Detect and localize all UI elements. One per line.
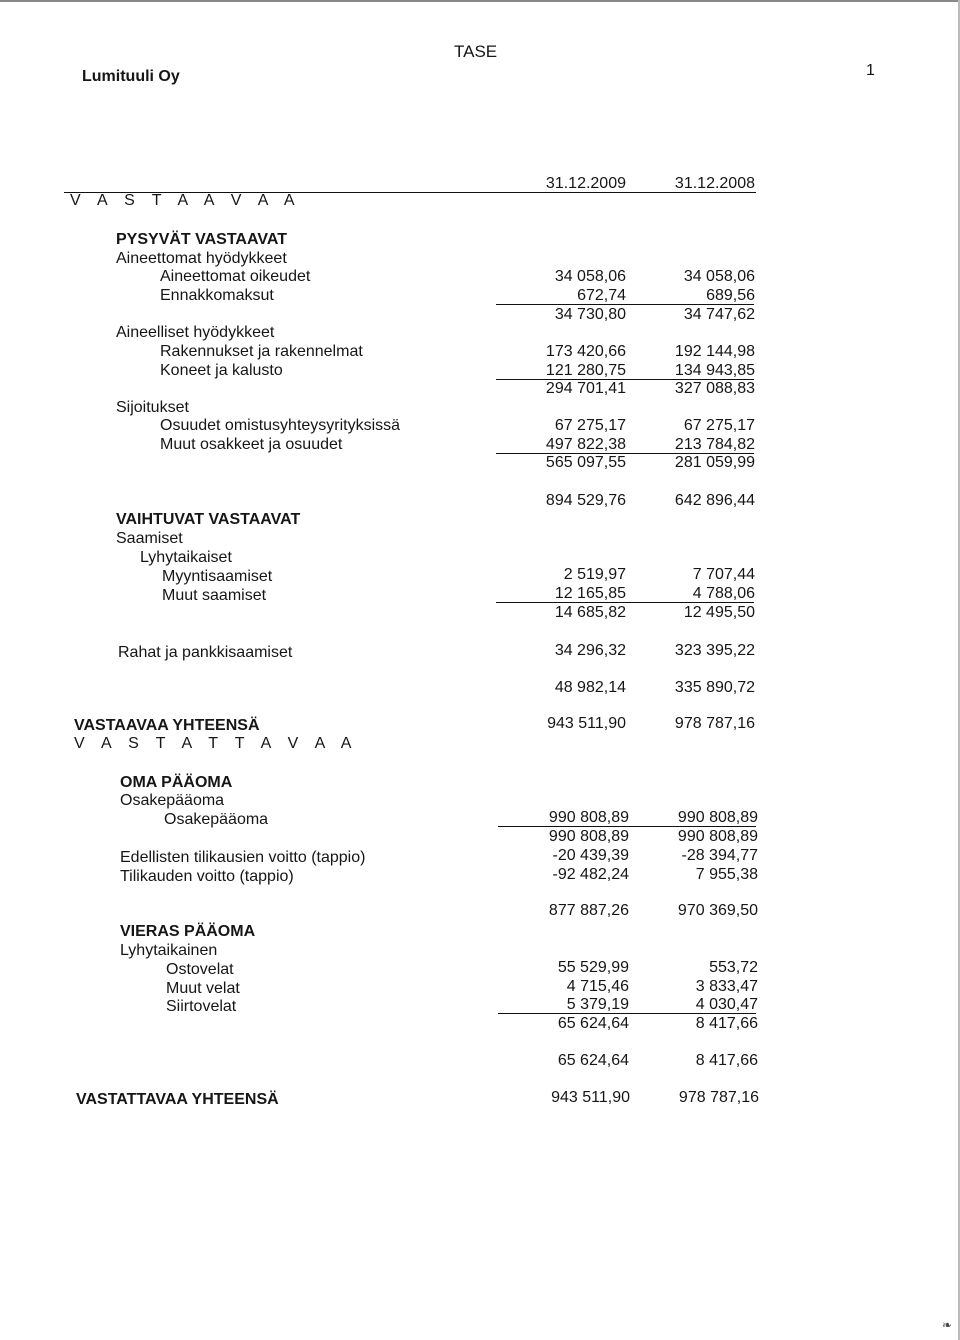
cash-label: Rahat ja pankkisaamiset <box>118 644 293 661</box>
row-label: Osuudet omistusyhteysyrityksissä <box>160 417 401 434</box>
fixed-total-2009: 894 529,76 <box>545 492 626 509</box>
value-2009: 173 420,66 <box>545 343 626 360</box>
value-2008: -28 394,77 <box>681 847 758 864</box>
value-2008: 213 784,82 <box>674 436 755 453</box>
fixed-assets-heading: PYSYVÄT VASTAAVAT <box>116 231 287 248</box>
row-label: Aineettomat oikeudet <box>160 268 311 285</box>
value-2009: 55 529,99 <box>557 959 629 976</box>
subtotal-2009: 65 624,64 <box>557 1015 629 1032</box>
share-capital-label: Osakepääoma <box>120 792 225 809</box>
value-2009: -20 439,39 <box>552 847 629 864</box>
equity-heading: OMA PÄÄOMA <box>120 774 233 791</box>
subtotal-2008: 12 495,50 <box>683 604 755 621</box>
assets-total-2009: 943 511,90 <box>547 715 626 732</box>
receivables-label: Saamiset <box>116 530 183 547</box>
subtotal-2009: 565 097,55 <box>545 454 626 471</box>
value-2008: 4 030,47 <box>695 996 758 1013</box>
value-2009: 497 822,38 <box>545 436 626 453</box>
assets-total-2008: 978 787,16 <box>674 715 755 732</box>
current-total-2008: 335 890,72 <box>674 679 755 696</box>
value-2009: -92 482,24 <box>552 866 629 883</box>
row-label: Edellisten tilikausien voitto (tappio) <box>120 849 366 866</box>
row-label: Ennakkomaksut <box>160 287 274 304</box>
column-header-2008: 31.12.2008 <box>674 175 755 192</box>
company-name: Lumituuli Oy <box>82 68 180 85</box>
value-2008: 4 788,06 <box>692 585 755 602</box>
subtotal-2009: 990 808,89 <box>548 828 629 845</box>
assets-heading: V A S T A A V A A <box>70 192 301 209</box>
debt-total-2009: 65 624,64 <box>557 1052 629 1069</box>
document-title: TASE <box>454 42 498 61</box>
short-term-debt-label: Lyhytaikainen <box>120 942 218 959</box>
tangible-label: Aineelliset hyödykkeet <box>116 324 275 341</box>
value-2008: 990 808,89 <box>677 809 758 826</box>
investments-label: Sijoitukset <box>116 399 189 416</box>
value-2008: 7 955,38 <box>695 866 758 883</box>
liabilities-total-2008: 978 787,16 <box>678 1089 759 1106</box>
equity-total-2008: 970 369,50 <box>677 902 758 919</box>
subtotal-2008: 327 088,83 <box>674 380 755 397</box>
value-2008: 34 058,06 <box>683 268 755 285</box>
row-label: Rakennukset ja rakennelmat <box>160 343 363 360</box>
page-number: 1 <box>866 62 875 79</box>
current-assets-heading: VAIHTUVAT VASTAAVAT <box>116 511 301 528</box>
fixed-total-2008: 642 896,44 <box>674 492 755 509</box>
subtotal-2009: 294 701,41 <box>545 380 626 397</box>
liabilities-total-2009: 943 511,90 <box>551 1089 630 1106</box>
value-2008: 7 707,44 <box>692 566 755 583</box>
short-term-label: Lyhytaikaiset <box>140 549 232 566</box>
value-2009: 34 058,06 <box>554 268 626 285</box>
value-2008: 689,56 <box>706 287 755 304</box>
value-2009: 12 165,85 <box>554 585 626 602</box>
cash-2009: 34 296,32 <box>554 642 626 659</box>
row-label: Muut osakkeet ja osuudet <box>160 436 343 453</box>
cash-2008: 323 395,22 <box>674 642 755 659</box>
value-2008: 3 833,47 <box>695 978 758 995</box>
row-label: Myyntisaamiset <box>162 568 273 585</box>
scan-top-edge <box>0 0 960 2</box>
value-2009: 121 280,75 <box>545 362 626 379</box>
current-total-2009: 48 982,14 <box>554 679 626 696</box>
value-2009: 5 379,19 <box>566 996 629 1013</box>
value-2009: 2 519,97 <box>563 566 626 583</box>
value-2009: 67 275,17 <box>554 417 626 434</box>
assets-total-label: VASTAAVAA YHTEENSÄ <box>74 717 260 734</box>
subtotal-2008: 990 808,89 <box>677 828 758 845</box>
value-2009: 4 715,46 <box>566 978 629 995</box>
column-header-2009: 31.12.2009 <box>545 175 626 192</box>
subtotal-2008: 8 417,66 <box>695 1015 758 1032</box>
value-2008: 67 275,17 <box>683 417 755 434</box>
row-label: Tilikauden voitto (tappio) <box>120 868 294 885</box>
liabilities-total-label: VASTATTAVAA YHTEENSÄ <box>76 1091 279 1108</box>
value-2009: 990 808,89 <box>548 809 629 826</box>
scan-margin-mark: ❧ <box>941 1318 952 1332</box>
debt-heading: VIERAS PÄÄOMA <box>120 923 256 940</box>
value-2009: 672,74 <box>577 287 626 304</box>
row-label: Muut saamiset <box>162 587 267 604</box>
liabilities-heading: V A S T A T T A V A A <box>74 735 358 752</box>
equity-total-2009: 877 887,26 <box>548 902 629 919</box>
row-label: Koneet ja kalusto <box>160 362 283 379</box>
debt-total-2008: 8 417,66 <box>695 1052 758 1069</box>
row-label: Siirtovelat <box>166 998 237 1015</box>
subtotal-2008: 281 059,99 <box>674 454 755 471</box>
subtotal-2009: 14 685,82 <box>554 604 626 621</box>
row-label: Muut velat <box>166 980 240 997</box>
subtotal-2009: 34 730,80 <box>554 306 626 323</box>
row-label: Osakepääoma <box>164 811 269 828</box>
value-2008: 134 943,85 <box>674 362 755 379</box>
row-label: Ostovelat <box>166 961 234 978</box>
intangible-label: Aineettomat hyödykkeet <box>116 250 287 267</box>
value-2008: 553,72 <box>709 959 758 976</box>
value-2008: 192 144,98 <box>674 343 755 360</box>
subtotal-2008: 34 747,62 <box>683 306 755 323</box>
